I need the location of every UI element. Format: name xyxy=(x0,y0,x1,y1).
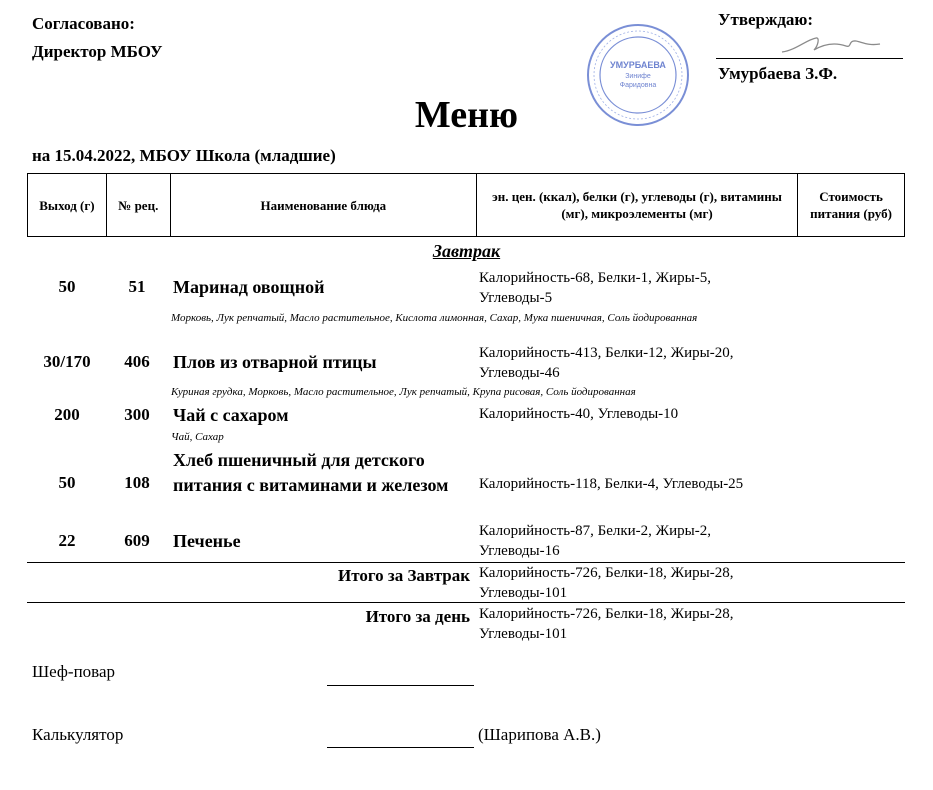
divider xyxy=(27,602,905,603)
col-nutrition: эн. цен. (ккал), белки (г), углеводы (г), витамины (мг), микроэлементы (мг) xyxy=(476,174,797,237)
item-ingredients: Морковь, Лук репчатый, Масло растительное, Кислота лимонная, Сахар, Мука пшеничная, Соль йодированная xyxy=(171,312,698,324)
item-nutrition: Калорийность-413, Белки-12, Жиры-20, Углеводы-46 xyxy=(479,345,734,381)
col-recipe: № рец. xyxy=(106,174,170,237)
item-name: Хлеб пшеничный для детского питания с витаминами и железом xyxy=(173,450,449,495)
item-recipe: 108 xyxy=(124,473,150,492)
svg-text:Фаридовна: Фаридовна xyxy=(619,82,657,89)
day-total-label: Итого за день xyxy=(365,607,470,626)
approval-block xyxy=(32,10,163,66)
director-label: Директор МБОУ xyxy=(32,42,163,61)
section-breakfast: Завтрак xyxy=(432,241,501,261)
item-name: Чай с сахаром xyxy=(173,405,289,425)
item-recipe: 406 xyxy=(124,352,150,371)
item-name: Маринад овощной xyxy=(173,277,325,297)
item-output: 50 xyxy=(58,277,76,296)
breakfast-total-value: Калорийность-726, Белки-18, Жиры-28, Углеводы-101 xyxy=(479,565,734,601)
col-output: Выход (г) xyxy=(28,174,107,237)
chef-label: Шеф-повар xyxy=(32,662,116,681)
item-output: 50 xyxy=(58,473,76,492)
svg-text:Зинифе: Зинифе xyxy=(625,73,651,80)
menu-date-school: на 15.04.2022, МБОУ Школа (младшие) xyxy=(32,146,336,165)
item-nutrition: Калорийность-87, Белки-2, Жиры-2, Углеводы-16 xyxy=(479,523,711,559)
item-name: Плов из отварной птицы xyxy=(173,352,377,372)
item-nutrition: Калорийность-40, Углеводы-10 xyxy=(479,406,679,422)
item-name: Печенье xyxy=(173,531,241,551)
item-output: 22 xyxy=(58,531,76,550)
breakfast-total-label: Итого за Завтрак xyxy=(337,566,470,585)
item-nutrition: Калорийность-118, Белки-4, Углеводы-25 xyxy=(479,476,744,492)
day-total-value: Калорийность-726, Белки-18, Жиры-28, Углеводы-101 xyxy=(479,606,734,642)
item-output: 30/170 xyxy=(43,352,91,371)
col-cost: Стоимость питания (руб) xyxy=(798,174,905,237)
item-recipe: 300 xyxy=(124,405,150,424)
approval-label: Согласовано: xyxy=(32,14,135,33)
col-dish-name: Наименование блюда xyxy=(170,174,476,237)
item-nutrition: Калорийность-68, Белки-1, Жиры-5, Углеводы-5 xyxy=(479,270,711,306)
item-ingredients: Куриная грудка, Морковь, Масло растительное, Лук репчатый, Крупа рисовая, Соль йодированная xyxy=(171,386,636,398)
page-title: Меню xyxy=(414,94,519,136)
menu-table-header xyxy=(27,173,905,237)
item-recipe: 609 xyxy=(124,531,150,550)
chef-signature-line xyxy=(327,685,474,686)
signature-line xyxy=(716,58,903,59)
signer-name: Умурбаева З.Ф. xyxy=(718,64,838,83)
calculator-label: Калькулятор xyxy=(32,725,124,744)
signature xyxy=(776,32,886,58)
item-recipe: 51 xyxy=(128,277,146,296)
calculator-name: (Шарипова А.В.) xyxy=(478,725,601,744)
svg-text:УМУРБАЕВА: УМУРБАЕВА xyxy=(610,60,666,70)
calculator-signature-line xyxy=(327,747,474,748)
item-ingredients: Чай, Сахар xyxy=(171,431,224,443)
item-output: 200 xyxy=(54,405,80,424)
approve-label: Утверждаю: xyxy=(718,10,814,29)
